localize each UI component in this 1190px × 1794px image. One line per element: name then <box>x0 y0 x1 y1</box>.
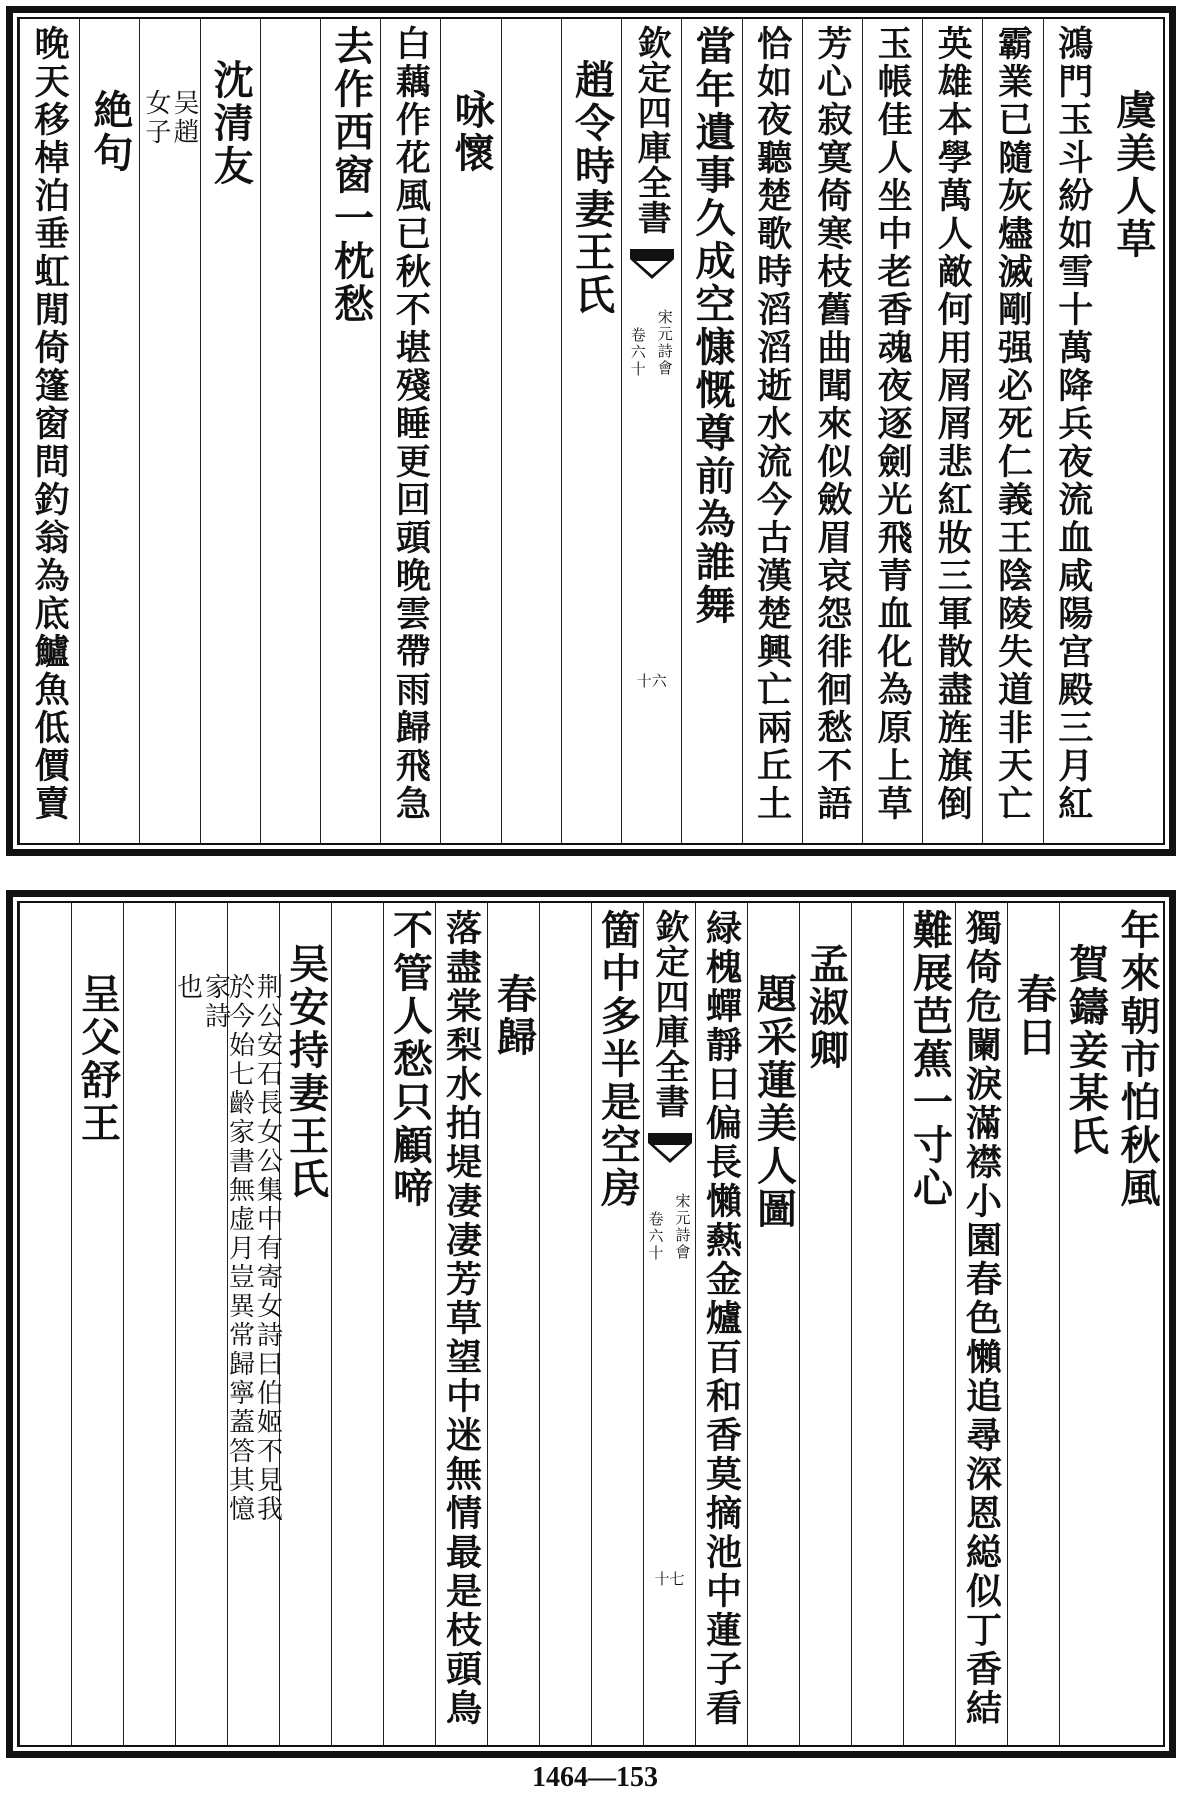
poem-line: 緑槐蟬靜日偏長懶爇金爐百和香莫摘池中蓮子看 <box>700 909 743 1728</box>
text-column <box>224 903 283 1745</box>
note-line: 吴趙 <box>169 89 200 147</box>
text-column <box>1043 19 1103 843</box>
poem-line: 鴻門玉斗紛如雪十萬降兵夜流血咸陽宫殿三月紅 <box>1052 25 1094 823</box>
text-column <box>561 19 621 843</box>
text-column <box>851 903 903 1745</box>
note-line: 也 <box>172 973 203 1002</box>
poem-line: 芳心寂寞倚寒枝舊曲聞來似斂眉哀怨徘徊愁不語 <box>811 25 853 823</box>
poem-title: 春日 <box>1010 973 1058 1059</box>
fishtail-mark-icon <box>630 249 674 281</box>
note-line: 於今始七齡家書無虚月豈異常歸寧蓋答其憶 <box>224 973 255 1524</box>
center-banner <box>621 19 681 843</box>
banner-book: 宋元詩會 <box>655 309 674 377</box>
text-column <box>982 19 1042 843</box>
banner-volume: 卷六十 <box>646 1211 665 1262</box>
banner-title: 欽定四庫全書 <box>649 909 689 1119</box>
text-column <box>862 19 922 843</box>
text-column <box>440 19 500 843</box>
page-bottom <box>6 890 1176 1758</box>
poem-line: 去作西窗一枕愁 <box>327 25 375 326</box>
text-column <box>922 19 982 843</box>
poem-line: 當年遺事久成空慷慨尊前為誰舞 <box>688 25 736 627</box>
text-column <box>747 903 799 1745</box>
center-banner <box>643 903 695 1745</box>
poem-line: 難展芭蕉一寸心 <box>906 909 954 1210</box>
poet-name: 吴安持妻王氏 <box>282 943 330 1201</box>
text-column <box>172 903 231 1745</box>
text-column <box>380 19 440 843</box>
poem-title: 虞美人草 <box>1109 89 1157 261</box>
text-column <box>279 903 331 1745</box>
poet-name: 沈清友 <box>207 59 255 188</box>
banner-book: 宋元詩會 <box>673 1193 692 1261</box>
text-column <box>19 903 71 1745</box>
text-column <box>435 903 487 1745</box>
poem-line: 白藕作花風已秋不堪殘睡更回頭晚雲帶雨歸飛急 <box>390 25 432 823</box>
page-frame <box>17 901 1165 1747</box>
text-column <box>123 903 175 1745</box>
poet-name: 趙令時妻王氏 <box>568 59 616 317</box>
text-column <box>383 903 435 1745</box>
text-column <box>320 19 380 843</box>
note-line: 荆公安石長女公集中有寄女詩曰伯姬不見我 <box>252 973 283 1524</box>
text-column <box>19 19 79 843</box>
note-line: 家詩 <box>200 973 231 1031</box>
annotation-note <box>141 89 200 147</box>
text-column <box>591 903 643 1745</box>
poem-line: 晚天移棹泊垂虹閒倚篷窗問釣翁為底鱸魚低價賣 <box>29 25 71 823</box>
poem-line: 獨倚危闌淚滿襟小園春色懶追尋深恩縂似丁香結 <box>960 909 1003 1728</box>
page-number: 1464—153 <box>532 1762 658 1793</box>
banner-page-number: 十六 <box>636 671 667 690</box>
text-column <box>802 19 862 843</box>
text-column <box>260 19 320 843</box>
text-column <box>955 903 1007 1745</box>
poem-line: 不管人愁只顧啼 <box>386 909 434 1210</box>
text-column <box>695 903 747 1745</box>
banner-volume: 卷六十 <box>628 327 647 378</box>
annotation-note <box>172 973 231 1031</box>
text-column <box>903 903 955 1745</box>
poem-line: 霸業已隨灰燼滅剛强必死仁義王陰陵失道非天亡 <box>992 25 1034 823</box>
text-column <box>200 19 260 843</box>
poem-line: 箇中多半是空房 <box>594 909 642 1210</box>
page-top <box>6 6 1176 856</box>
poem-title: 呈父舒王 <box>74 973 122 1145</box>
poet-name: 賀鑄妾某氏 <box>1062 943 1110 1158</box>
annotation-note <box>224 973 283 1524</box>
poem-title: 春歸 <box>490 973 538 1059</box>
poem-line: 恰如夜聽楚歌時滔滔逝水流今古漢楚興亡兩丘土 <box>751 25 793 823</box>
poem-line: 英雄本學萬人敵何用屑屑悲紅妝三軍散盡旌旗倒 <box>932 25 974 823</box>
text-column <box>71 903 123 1745</box>
page-frame <box>17 17 1165 845</box>
text-column <box>501 19 561 843</box>
note-line: 女子 <box>141 89 172 147</box>
text-column <box>539 903 591 1745</box>
text-column <box>1007 903 1059 1745</box>
poet-name: 孟淑卿 <box>802 943 850 1072</box>
poem-line: 玉帳佳人坐中老香魂夜逐劍光飛青血化為原上草 <box>872 25 914 823</box>
text-column <box>1059 903 1111 1745</box>
poem-line: 落盡棠梨水拍堤凄凄芳草望中迷無情最是枝頭鳥 <box>440 909 483 1728</box>
text-column <box>79 19 139 843</box>
text-column <box>681 19 741 843</box>
text-column <box>1111 903 1163 1745</box>
text-column <box>742 19 802 843</box>
banner-title: 欽定四庫全書 <box>631 25 672 235</box>
text-column <box>799 903 851 1745</box>
poem-title: 咏懷 <box>448 89 496 175</box>
poem-title: 題采蓮美人圖 <box>750 973 798 1231</box>
text-column <box>1103 19 1163 843</box>
text-column <box>487 903 539 1745</box>
poem-line: 年來朝市怕秋風 <box>1114 909 1161 1210</box>
text-column <box>331 903 383 1745</box>
fishtail-mark-icon <box>648 1133 692 1165</box>
poem-title: 絶句 <box>86 89 134 175</box>
banner-page-number: 十七 <box>654 1570 685 1589</box>
text-column <box>139 19 199 843</box>
